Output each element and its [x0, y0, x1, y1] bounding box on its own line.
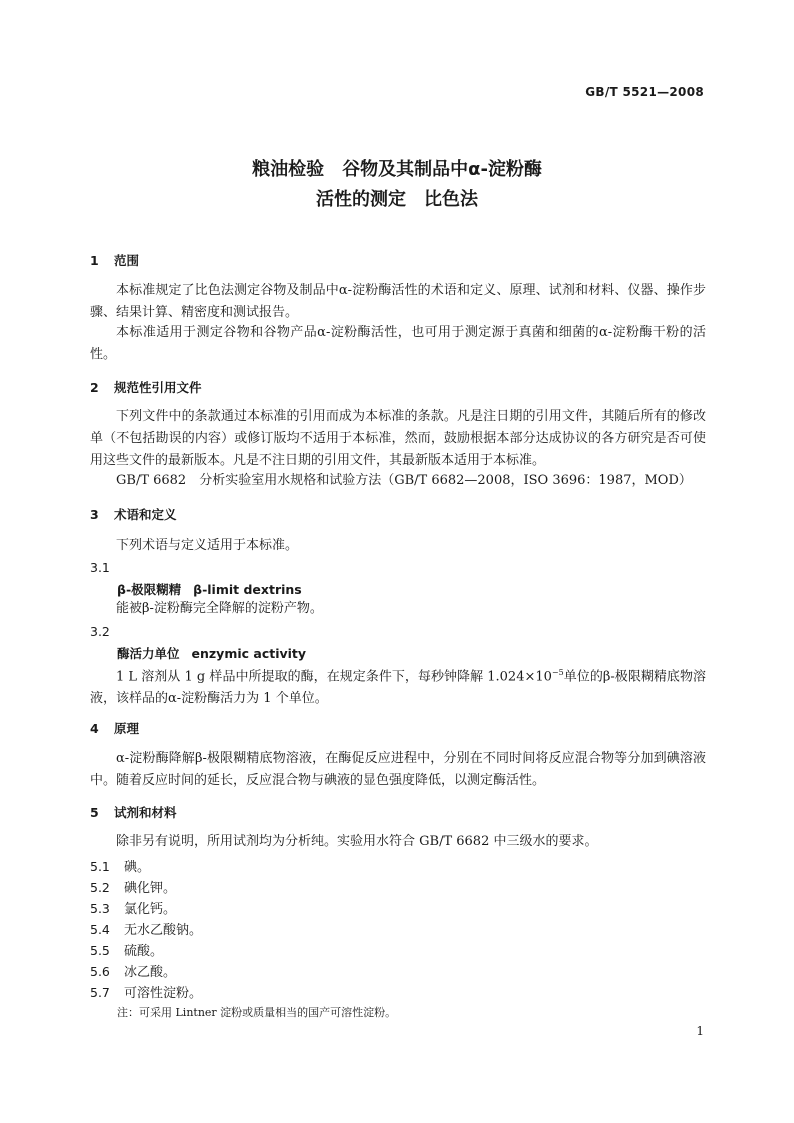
item-text: 碘化钾。 [124, 881, 177, 896]
note: 注：可采用 Lintner 淀粉或质量相当的国产可溶性淀粉。 [117, 1006, 397, 1019]
item-number: 5.3 [90, 901, 110, 916]
section-1-paragraph-1: 本标准规定了比色法测定谷物及制品中α-淀粉酶活性的术语和定义、原理、试剂和材料、仪器、操作步骤、结果计算、精密度和测试报告。 [90, 283, 706, 320]
section-title: 规范性引用文件 [114, 380, 202, 395]
section-1-paragraph-2: 本标准适用于测定谷物和谷物产品α-淀粉酶活性，也可用于测定源于真菌和细菌的α-淀粉酶干粉的活性。 [90, 325, 706, 362]
item-text: 可溶性淀粉。 [124, 986, 203, 1001]
term-chinese: 酶活力单位 [117, 646, 180, 661]
term-english: enzymic activity [191, 646, 307, 661]
item-number: 5.2 [90, 880, 110, 895]
section-4-heading [90, 719, 139, 737]
section-5-heading [90, 803, 177, 821]
item-number: 5.4 [90, 922, 110, 937]
term-3-2-definition [90, 662, 706, 710]
section-number: 5 [90, 805, 99, 820]
section-1-heading [90, 251, 139, 269]
list-item [90, 898, 176, 917]
definition-text-a: 1 L 溶剂从 1 g 样品中所提取的酶，在规定条件下，每秒钟降解 1.024×10 [116, 669, 552, 685]
item-text: 碘。 [124, 860, 151, 875]
item-text: 无水乙酸钠。 [124, 923, 203, 938]
list-item [90, 856, 150, 875]
term-3-1-definition: 能被β-淀粉酶完全降解的淀粉产物。 [116, 601, 323, 616]
list-item [90, 982, 202, 1001]
section-title: 原理 [114, 721, 140, 736]
page-number: 1 [696, 1024, 704, 1038]
section-title: 试剂和材料 [114, 805, 177, 820]
definition-text-b: 单位的β-极限糊精底物溶液，该样品的α-淀粉酶活力为 1 个单位。 [90, 669, 706, 707]
item-number: 5.6 [90, 964, 110, 979]
section-title: 术语和定义 [114, 507, 177, 522]
section-number: 1 [90, 253, 99, 268]
list-item [90, 961, 176, 980]
document-title-line2: 活性的测定 比色法 [316, 189, 478, 210]
term-chinese: β-极限糊精 [117, 582, 182, 597]
section-5-paragraph-1: 除非另有说明，所用试剂均为分析纯。实验用水符合 GB/T 6682 中三级水的要求。 [116, 834, 598, 849]
item-number: 5.7 [90, 985, 110, 1000]
term-3-1-number: 3.1 [90, 560, 110, 575]
section-2-heading [90, 378, 202, 396]
section-number: 2 [90, 380, 99, 395]
standard-code: GB/T 5521—2008 [585, 85, 704, 99]
item-text: 硫酸。 [124, 944, 164, 959]
item-number: 5.5 [90, 943, 110, 958]
section-2-paragraph-1: 下列文件中的条款通过本标准的引用而成为本标准的条款。凡是注日期的引用文件，其随后所有的修改单（不包括勘误的内容）或修订版均不适用于本标准，然而，鼓励根据本部分达成协议的各方研究是否可使用这些文件的最新版本。凡是不注日期的引用文件，其最新版本适用于本标准。 [90, 409, 706, 468]
list-item [90, 940, 163, 959]
list-item [90, 877, 176, 896]
list-item [90, 919, 202, 938]
section-4-paragraph-1: α-淀粉酶降解β-极限糊精底物溶液，在酶促反应进程中，分别在不同时间将反应混合物等分加到碘溶液中。随着反应时间的延长，反应混合物与碘液的显色强度降低，以测定酶活性。 [90, 751, 706, 788]
term-3-2-number: 3.2 [90, 624, 110, 639]
section-3-paragraph-1: 下列术语与定义适用于本标准。 [116, 538, 299, 553]
item-number: 5.1 [90, 859, 110, 874]
section-number: 3 [90, 507, 99, 522]
item-text: 冰乙酸。 [124, 965, 177, 980]
exponent: −5 [551, 668, 564, 677]
section-2-reference: GB/T 6682 分析实验室用水规格和试验方法（GB/T 6682—2008，ISO 3696：1987，MOD） [116, 473, 692, 488]
section-3-heading [90, 505, 177, 523]
document-title-line1: 粮油检验 谷物及其制品中α-淀粉酶 [252, 159, 542, 180]
section-title: 范围 [114, 253, 140, 268]
term-english: β-limit dextrins [193, 582, 302, 597]
term-3-2-title [117, 644, 306, 662]
section-number: 4 [90, 721, 99, 736]
term-3-1-title [117, 580, 302, 598]
item-text: 氯化钙。 [124, 902, 177, 917]
